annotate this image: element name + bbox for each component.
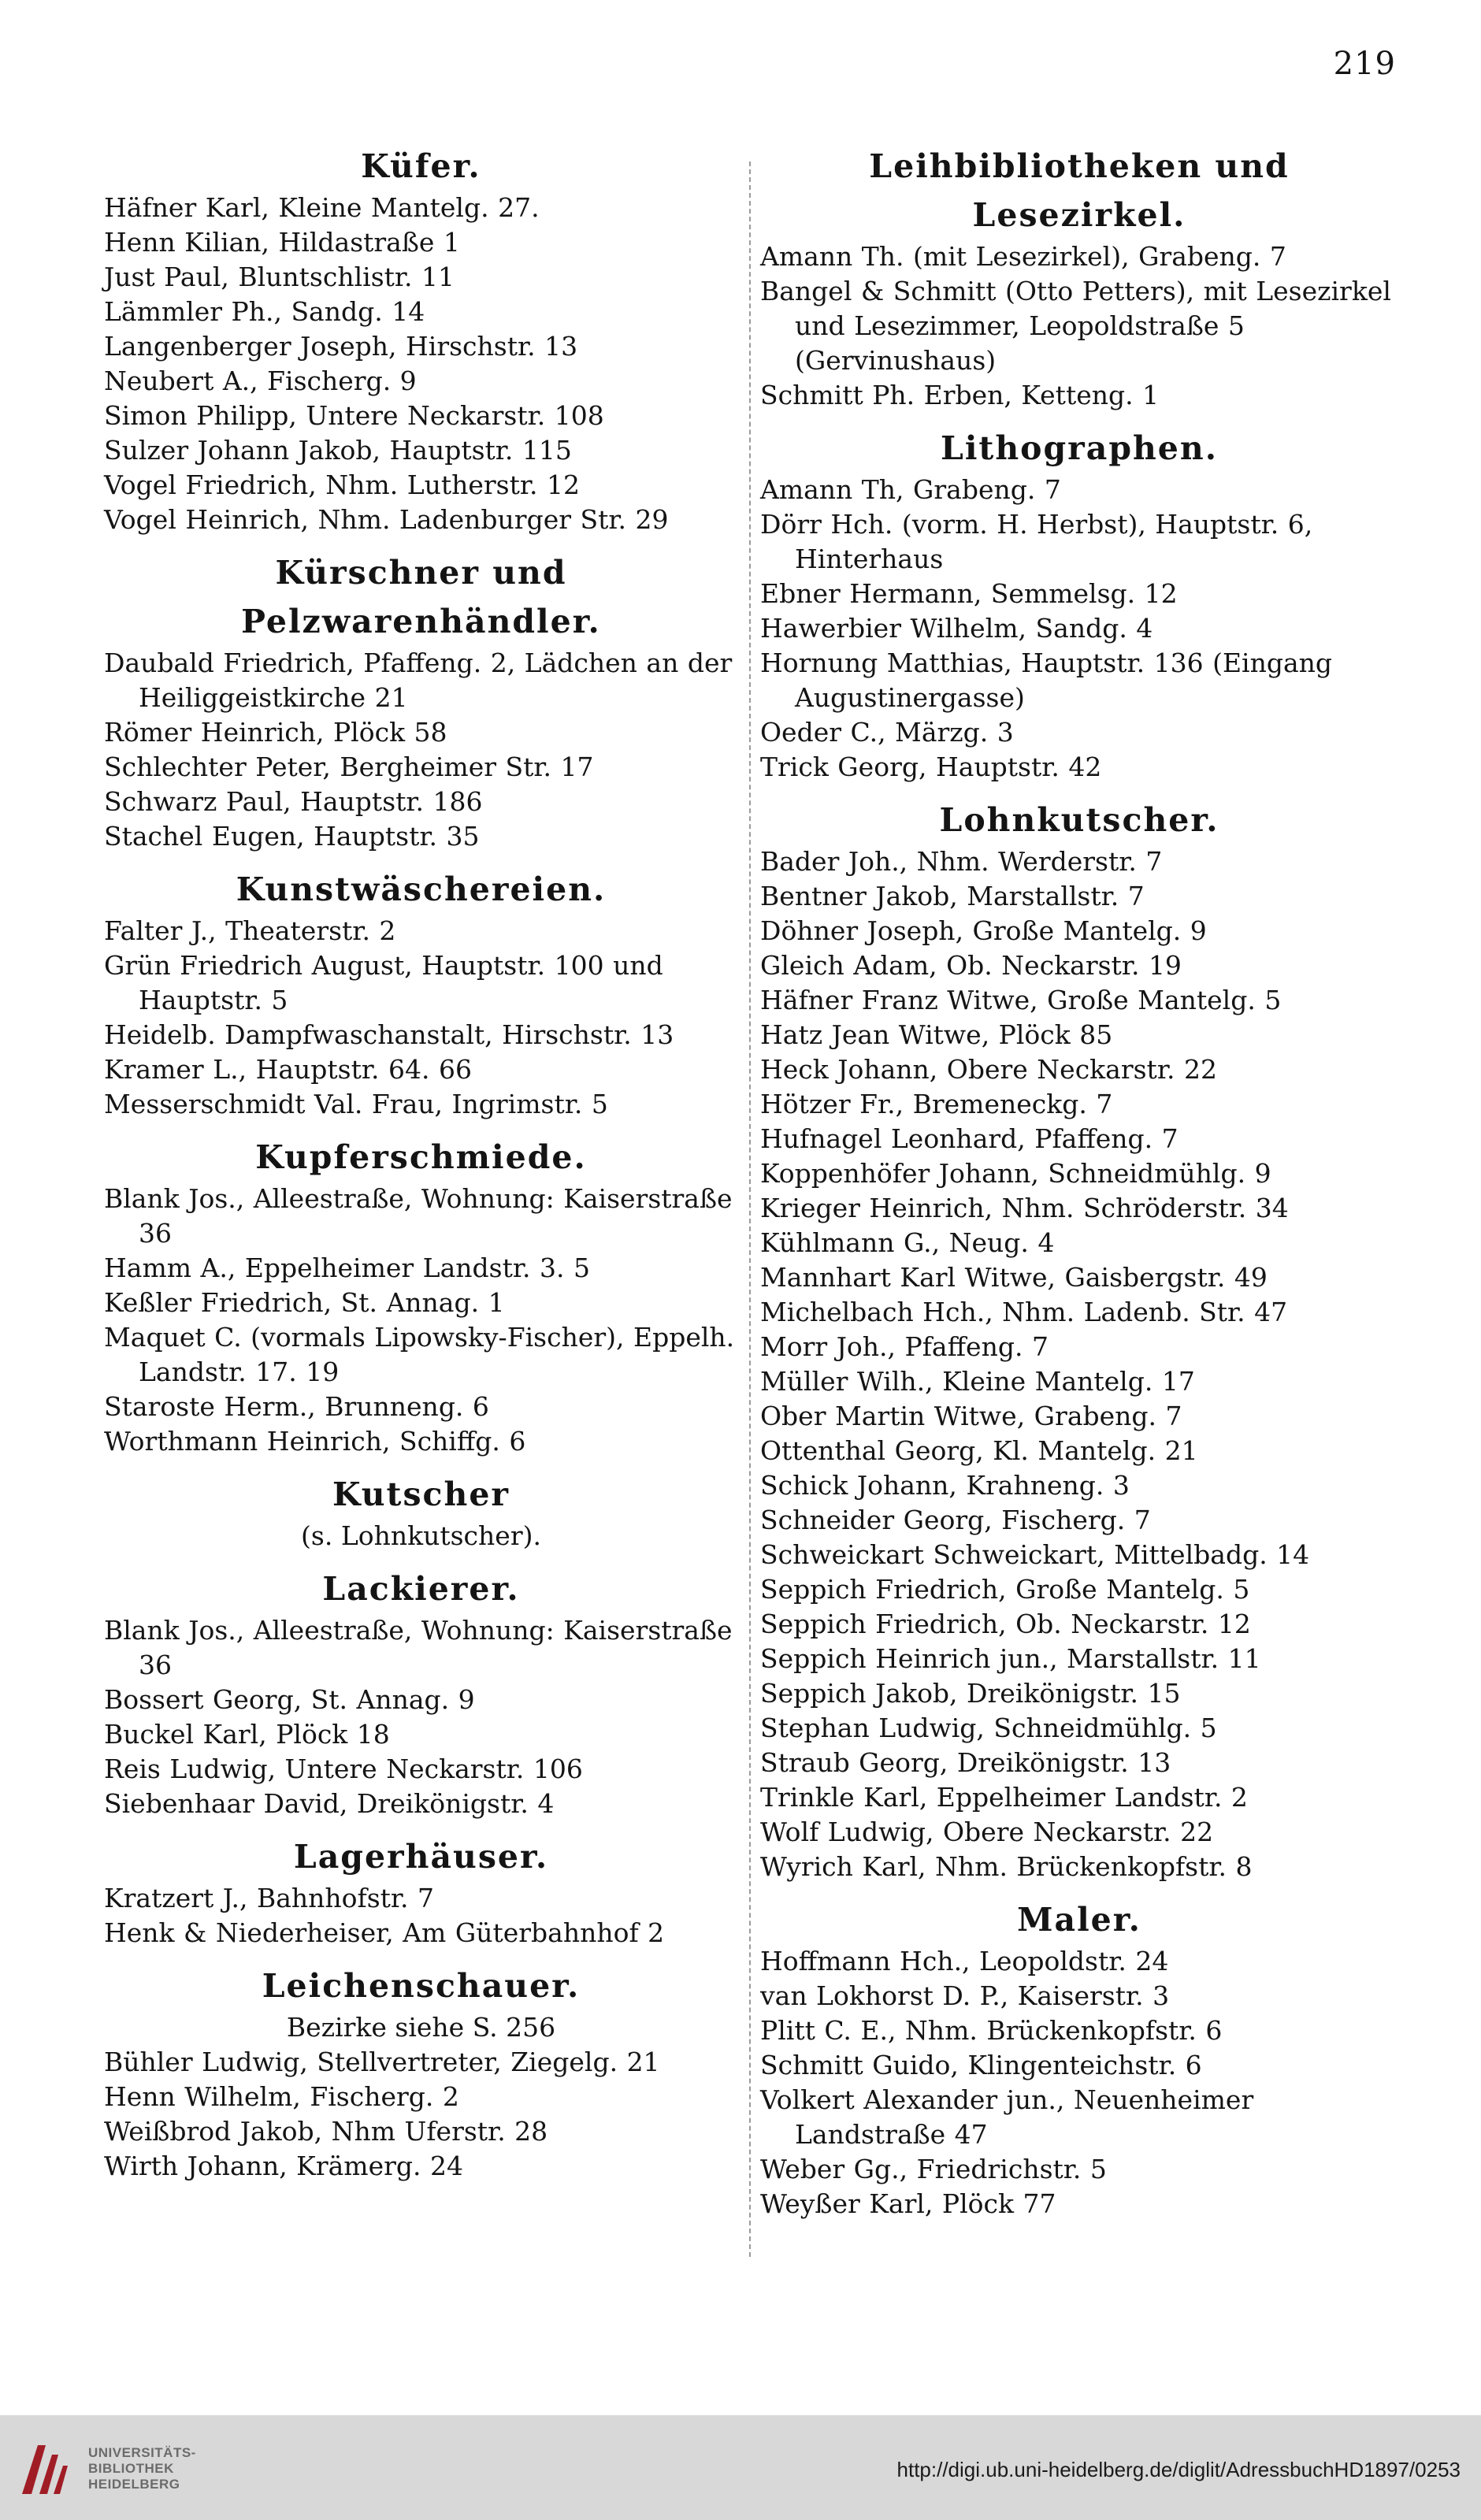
directory-entry: Häfner Karl, Kleine Mantelg. 27.: [104, 192, 540, 223]
directory-entry: Trinkle Karl, Eppelheimer Landstr. 2: [760, 1782, 1248, 1813]
directory-entry: Stephan Ludwig, Schneidmühlg. 5: [760, 1713, 1217, 1743]
directory-entry: Amann Th, Grabeng. 7: [760, 474, 1061, 505]
library-name-line: HEIDELBERG: [88, 2477, 180, 2492]
directory-entry: Weber Gg., Friedrichstr. 5: [760, 2154, 1107, 2184]
directory-entry: Michelbach Hch., Nhm. Ladenb. Str. 47: [760, 1297, 1288, 1327]
directory-entry: Messerschmidt Val. Frau, Ingrimstr. 5: [104, 1089, 608, 1119]
directory-entry: Schlechter Peter, Bergheimer Str. 17: [104, 752, 594, 782]
section-heading: Kupferschmiede.: [255, 1138, 587, 1176]
directory-entry: Koppenhöfer Johann, Schneidmühlg. 9: [760, 1158, 1271, 1189]
directory-entry: Hatz Jean Witwe, Plöck 85: [760, 1019, 1113, 1050]
directory-entry: Trick Georg, Hauptstr. 42: [760, 752, 1102, 782]
directory-entry: Hufnagel Leonhard, Pfaffeng. 7: [760, 1123, 1178, 1154]
directory-entry: Grün Friedrich August, Hauptstr. 100 und Hauptstr. 5: [104, 950, 663, 1015]
directory-entry: Römer Heinrich, Plöck 58: [104, 717, 447, 748]
directory-entry: Wyrich Karl, Nhm. Brückenkopfstr. 8: [760, 1851, 1253, 1882]
section-heading: Kutscher: [332, 1475, 510, 1513]
directory-entry: Siebenhaar David, Dreikönigstr. 4: [104, 1788, 555, 1819]
directory-entry: Langenberger Joseph, Hirschstr. 13: [104, 331, 578, 362]
section-heading: Kunstwäschereien.: [236, 870, 607, 908]
section-note: Bezirke siehe S. 256: [286, 2012, 556, 2043]
directory-entry: Lämmler Ph., Sandg. 14: [104, 296, 425, 327]
directory-entry: Müller Wilh., Kleine Mantelg. 17: [760, 1366, 1195, 1397]
directory-entry: Sulzer Johann Jakob, Hauptstr. 115: [104, 435, 572, 466]
directory-entry: Seppich Heinrich jun., Marstallstr. 11: [760, 1643, 1261, 1674]
left-column: [104, 142, 738, 2184]
directory-entry: Vogel Heinrich, Nhm. Ladenburger Str. 29: [104, 504, 669, 535]
section-note: (s. Lohnkutscher).: [301, 1520, 541, 1551]
directory-entry: Bossert Georg, St. Annag. 9: [104, 1684, 475, 1715]
directory-entry: Ebner Hermann, Semmelsg. 12: [760, 578, 1178, 609]
directory-section: [104, 1564, 738, 1821]
directory-entry: Henn Wilhelm, Fischerg. 2: [104, 2081, 459, 2112]
directory-entry: Buckel Karl, Plöck 18: [104, 1719, 390, 1750]
directory-entry: Schick Johann, Krahneng. 3: [760, 1470, 1130, 1501]
directory-entry: Wolf Ludwig, Obere Neckarstr. 22: [760, 1817, 1214, 1847]
directory-section: [104, 142, 738, 537]
library-name-line: UNIVERSITÄTS-: [88, 2445, 196, 2460]
directory-entry: Kühlmann G., Neug. 4: [760, 1227, 1055, 1258]
directory-entry: Oeder C., Märzg. 3: [760, 717, 1014, 748]
directory-entry: Hoffmann Hch., Leopoldstr. 24: [760, 1946, 1169, 1976]
directory-section: [104, 1832, 738, 1950]
section-heading: Kürschner und Pelzwarenhändler.: [241, 554, 601, 640]
directory-entry: Schmitt Ph. Erben, Ketteng. 1: [760, 380, 1160, 410]
directory-section: [760, 142, 1398, 413]
section-heading: Lagerhäuser.: [293, 1838, 549, 1876]
directory-entry: Häfner Franz Witwe, Große Mantelg. 5: [760, 985, 1282, 1015]
directory-entry: Falter J., Theaterstr. 2: [104, 915, 396, 946]
section-heading: Küfer.: [361, 147, 481, 185]
directory-entry: Seppich Friedrich, Ob. Neckarstr. 12: [760, 1609, 1251, 1639]
directory-entry: Simon Philipp, Untere Neckarstr. 108: [104, 400, 604, 431]
directory-section: [104, 1470, 738, 1553]
directory-entry: Plitt C. E., Nhm. Brückenkopfstr. 6: [760, 2015, 1223, 2046]
library-name: [88, 2445, 196, 2492]
section-heading: Leihbibliotheken und Lesezirkel.: [869, 147, 1290, 234]
directory-section: [760, 424, 1398, 785]
directory-entry: Kramer L., Hauptstr. 64. 66: [104, 1054, 472, 1085]
directory-entry: Seppich Friedrich, Große Mantelg. 5: [760, 1574, 1250, 1605]
directory-entry: Ottenthal Georg, Kl. Mantelg. 21: [760, 1435, 1198, 1466]
directory-entry: Kratzert J., Bahnhofstr. 7: [104, 1883, 435, 1913]
directory-entry: Blank Jos., Alleestraße, Wohnung: Kaiserstraße 36: [104, 1183, 733, 1249]
directory-entry: Worthmann Heinrich, Schiffg. 6: [104, 1426, 526, 1457]
section-heading: Lithographen.: [941, 429, 1218, 467]
directory-entry: Schmitt Guido, Klingenteichstr. 6: [760, 2050, 1202, 2080]
directory-entry: Henk & Niederheiser, Am Güterbahnhof 2: [104, 1917, 665, 1948]
library-name-line: BIBLIOTHEK: [88, 2461, 174, 2476]
directory-entry: Mannhart Karl Witwe, Gaisbergstr. 49: [760, 1262, 1268, 1293]
section-heading: Leichenschauer.: [262, 1967, 581, 2005]
directory-entry: Blank Jos., Alleestraße, Wohnung: Kaiserstraße 36: [104, 1615, 733, 1680]
column-divider: [749, 161, 751, 2257]
directory-entry: van Lokhorst D. P., Kaiserstr. 3: [760, 1980, 1170, 2011]
section-heading: Lohnkutscher.: [939, 801, 1219, 839]
directory-entry: Krieger Heinrich, Nhm. Schröderstr. 34: [760, 1193, 1289, 1223]
directory-entry: Schweickart Schweickart, Mittelbadg. 14: [760, 1539, 1310, 1570]
directory-entry: Heidelb. Dampfwaschanstalt, Hirschstr. 13: [104, 1019, 674, 1050]
section-heading: Maler.: [1017, 1901, 1141, 1939]
directory-section: [104, 548, 738, 854]
directory-entry: Seppich Jakob, Dreikönigstr. 15: [760, 1678, 1181, 1709]
directory-entry: Schwarz Paul, Hauptstr. 186: [104, 786, 483, 817]
directory-entry: Bühler Ludwig, Stellvertreter, Ziegelg. 21: [104, 2047, 660, 2077]
directory-entry: Hamm A., Eppelheimer Landstr. 3. 5: [104, 1253, 590, 1283]
directory-entry: Morr Joh., Pfaffeng. 7: [760, 1331, 1049, 1362]
directory-entry: Vogel Friedrich, Nhm. Lutherstr. 12: [104, 469, 580, 500]
directory-entry: Neubert A., Fischerg. 9: [104, 366, 417, 396]
directory-entry: Bangel & Schmitt (Otto Petters), mit Lesezirkel und Lesezimmer, Leopoldstraße 5 (Gervinushaus): [760, 276, 1391, 376]
directory-section: [104, 1133, 738, 1459]
directory-entry: Amann Th. (mit Lesezirkel), Grabeng. 7: [760, 241, 1286, 272]
directory-entry: Weißbrod Jakob, Nhm Uferstr. 28: [104, 2116, 548, 2147]
directory-section: [760, 796, 1398, 1884]
directory-entry: Maquet C. (vormals Lipowsky-Fischer), Eppelh. Landstr. 17. 19: [104, 1322, 735, 1387]
directory-entry: Straub Georg, Dreikönigstr. 13: [760, 1747, 1171, 1778]
directory-section: [104, 1961, 738, 2184]
directory-entry: Keßler Friedrich, St. Annag. 1: [104, 1287, 505, 1318]
directory-entry: Wirth Johann, Krämerg. 24: [104, 2151, 463, 2181]
directory-entry: Gleich Adam, Ob. Neckarstr. 19: [760, 950, 1182, 981]
section-heading: Lackierer.: [322, 1570, 520, 1608]
directory-entry: Bentner Jakob, Marstallstr. 7: [760, 881, 1145, 911]
directory-entry: Staroste Herm., Brunneng. 6: [104, 1391, 489, 1422]
directory-entry: Volkert Alexander jun., Neuenheimer Landstraße 47: [760, 2084, 1254, 2150]
directory-entry: Weyßer Karl, Plöck 77: [760, 2188, 1056, 2219]
directory-entry: Hawerbier Wilhelm, Sandg. 4: [760, 613, 1153, 644]
directory-entry: Just Paul, Bluntschlistr. 11: [104, 262, 455, 292]
directory-entry: Bader Joh., Nhm. Werderstr. 7: [760, 846, 1163, 877]
page-number: 219: [1333, 46, 1396, 82]
source-url-link[interactable]: http://digi.ub.uni-heidelberg.de/diglit/AdressbuchHD1897/0253: [896, 2458, 1461, 2481]
directory-entry: Daubald Friedrich, Pfaffeng. 2, Lädchen an der Heiliggeistkirche 21: [104, 648, 733, 713]
directory-section: [104, 865, 738, 1122]
directory-entry: Ober Martin Witwe, Grabeng. 7: [760, 1401, 1182, 1431]
directory-entry: Stachel Eugen, Hauptstr. 35: [104, 821, 480, 852]
footer-bar: [0, 2415, 1481, 2520]
directory-entry: Schneider Georg, Fischerg. 7: [760, 1505, 1151, 1535]
directory-section: [760, 1895, 1398, 2221]
directory-entry: Henn Kilian, Hildastraße 1: [104, 227, 460, 258]
directory-entry: Hornung Matthias, Hauptstr. 136 (Eingang Augustinergasse): [760, 648, 1333, 713]
library-logo-icon: [17, 2439, 85, 2500]
directory-entry: Dörr Hch. (vorm. H. Herbst), Hauptstr. 6, Hinterhaus: [760, 509, 1313, 574]
directory-entry: Reis Ludwig, Untere Neckarstr. 106: [104, 1754, 583, 1784]
directory-entry: Döhner Joseph, Große Mantelg. 9: [760, 915, 1207, 946]
right-column: [760, 142, 1398, 2221]
directory-entry: Hötzer Fr., Bremeneckg. 7: [760, 1089, 1113, 1119]
directory-entry: Heck Johann, Obere Neckarstr. 22: [760, 1054, 1217, 1085]
